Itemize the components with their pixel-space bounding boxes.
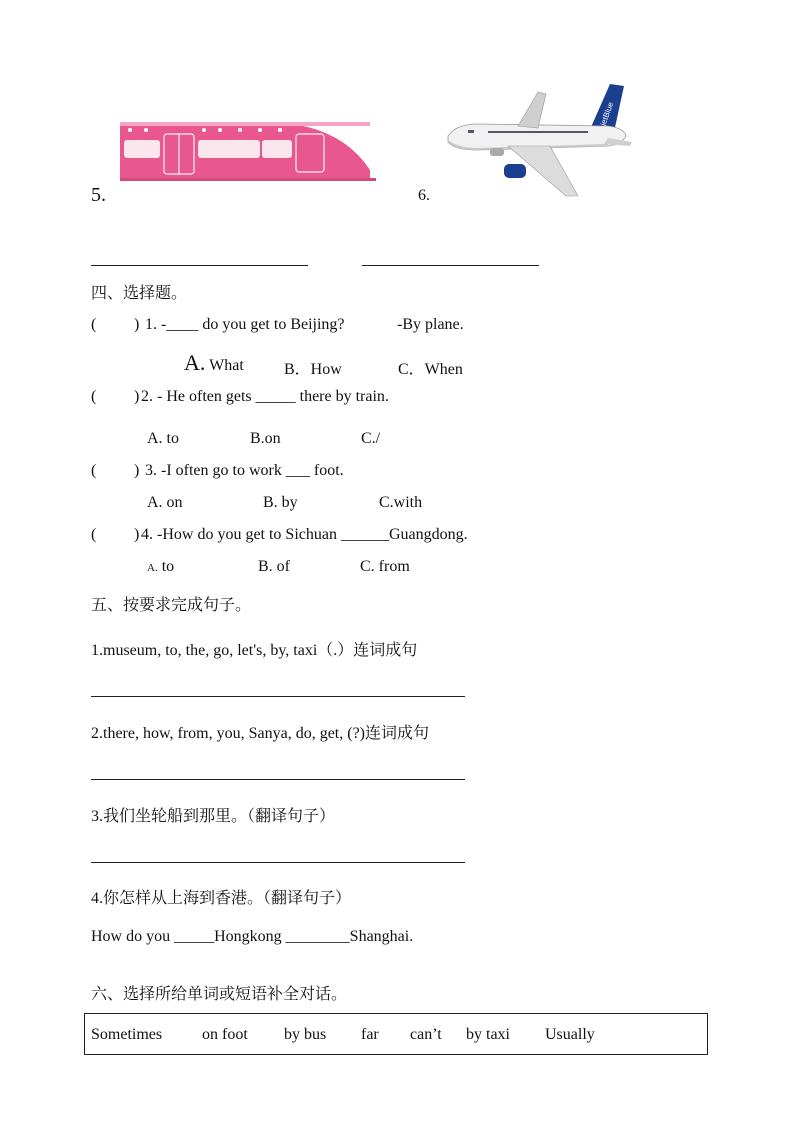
q4-paren-close: )	[134, 526, 140, 543]
item-number-5: 5.	[91, 184, 106, 206]
section-5-title: 五、按要求完成句子。	[91, 597, 252, 614]
s5-item-3: 3.我们坐轮船到那里。（翻译句子）	[91, 808, 336, 825]
answer-line-6[interactable]	[362, 265, 539, 266]
word-bank-item[interactable]: far	[361, 1026, 379, 1043]
train-icon	[120, 118, 376, 186]
answer-line-5[interactable]	[91, 265, 308, 266]
word-bank-item[interactable]: by taxi	[466, 1026, 510, 1043]
q2-option-a[interactable]: A. to	[147, 430, 179, 447]
word-bank	[84, 1013, 708, 1055]
picture-train	[120, 118, 376, 186]
q3-paren-open: (	[91, 462, 97, 479]
q1-response: -By plane.	[397, 316, 464, 333]
q3-answer-slot[interactable]	[100, 462, 132, 482]
q1-option-a[interactable]	[184, 350, 244, 376]
s5-item-4: 4.你怎样从上海到香港。（翻译句子）	[91, 890, 352, 907]
q4-option-a-letter: A.	[147, 562, 158, 574]
q2-option-b[interactable]: B.on	[250, 430, 281, 447]
s5-answer-line-1[interactable]	[91, 696, 465, 697]
word-bank-item[interactable]: can’t	[410, 1026, 442, 1043]
q2-paren-open: (	[91, 388, 97, 405]
q3-option-c[interactable]: C.with	[379, 494, 423, 511]
q4-option-a[interactable]	[147, 558, 174, 576]
s5-answer-line-2[interactable]	[91, 779, 465, 780]
q2-question: 2. - He often gets _____ there by train.	[141, 388, 389, 405]
q1-paren-open: (	[91, 316, 97, 333]
airplane-logo: jetBlue	[598, 100, 616, 127]
word-bank-item[interactable]: by bus	[284, 1026, 327, 1043]
q4-paren-open: (	[91, 526, 97, 543]
q1-question: 1. -____ do you get to Beijing?	[145, 316, 345, 333]
q2-paren-close: )	[134, 388, 140, 405]
q4-option-b[interactable]: B. of	[258, 558, 290, 575]
q2-option-c[interactable]: C./	[361, 430, 381, 447]
q1-answer-slot[interactable]	[100, 316, 132, 336]
word-bank-item[interactable]: Usually	[545, 1026, 595, 1043]
s5-item-4-answer[interactable]: How do you _____Hongkong ________Shanghai.	[91, 928, 414, 945]
section-4-title: 四、选择题。	[91, 285, 188, 302]
picture-airplane	[438, 84, 634, 202]
item-number-6: 6.	[418, 187, 430, 204]
q2-answer-slot[interactable]	[100, 388, 132, 408]
s5-item-1: 1.museum, to, the, go, let's, by, taxi（.）连词成句	[91, 642, 418, 659]
q4-option-a-text: to	[161, 558, 175, 575]
q1-option-a-letter: A.	[184, 350, 206, 375]
q4-answer-slot[interactable]	[100, 526, 132, 546]
q4-option-c[interactable]: C. from	[360, 558, 410, 575]
word-bank-item[interactable]: Sometimes	[91, 1026, 163, 1043]
q1-option-a-text: What	[209, 357, 244, 374]
s5-answer-line-3[interactable]	[91, 862, 465, 863]
q4-question: 4. -How do you get to Sichuan ______Guangdong.	[141, 526, 468, 543]
airplane-icon	[438, 84, 634, 202]
q1-option-c[interactable]: C．When	[398, 361, 463, 378]
q3-question: 3. -I often go to work ___ foot.	[145, 462, 344, 479]
s5-item-2: 2.there, how, from, you, Sanya, do, get, (?)连词成句	[91, 725, 430, 742]
section-6-title: 六、选择所给单词或短语补全对话。	[91, 986, 348, 1003]
q3-option-b[interactable]: B. by	[263, 494, 298, 511]
q3-paren-close: )	[134, 462, 140, 479]
q1-paren-close: )	[134, 316, 140, 333]
q3-option-a[interactable]: A. on	[147, 494, 183, 511]
q1-option-b[interactable]: B．How	[284, 361, 342, 378]
word-bank-item[interactable]: on foot	[202, 1026, 248, 1043]
